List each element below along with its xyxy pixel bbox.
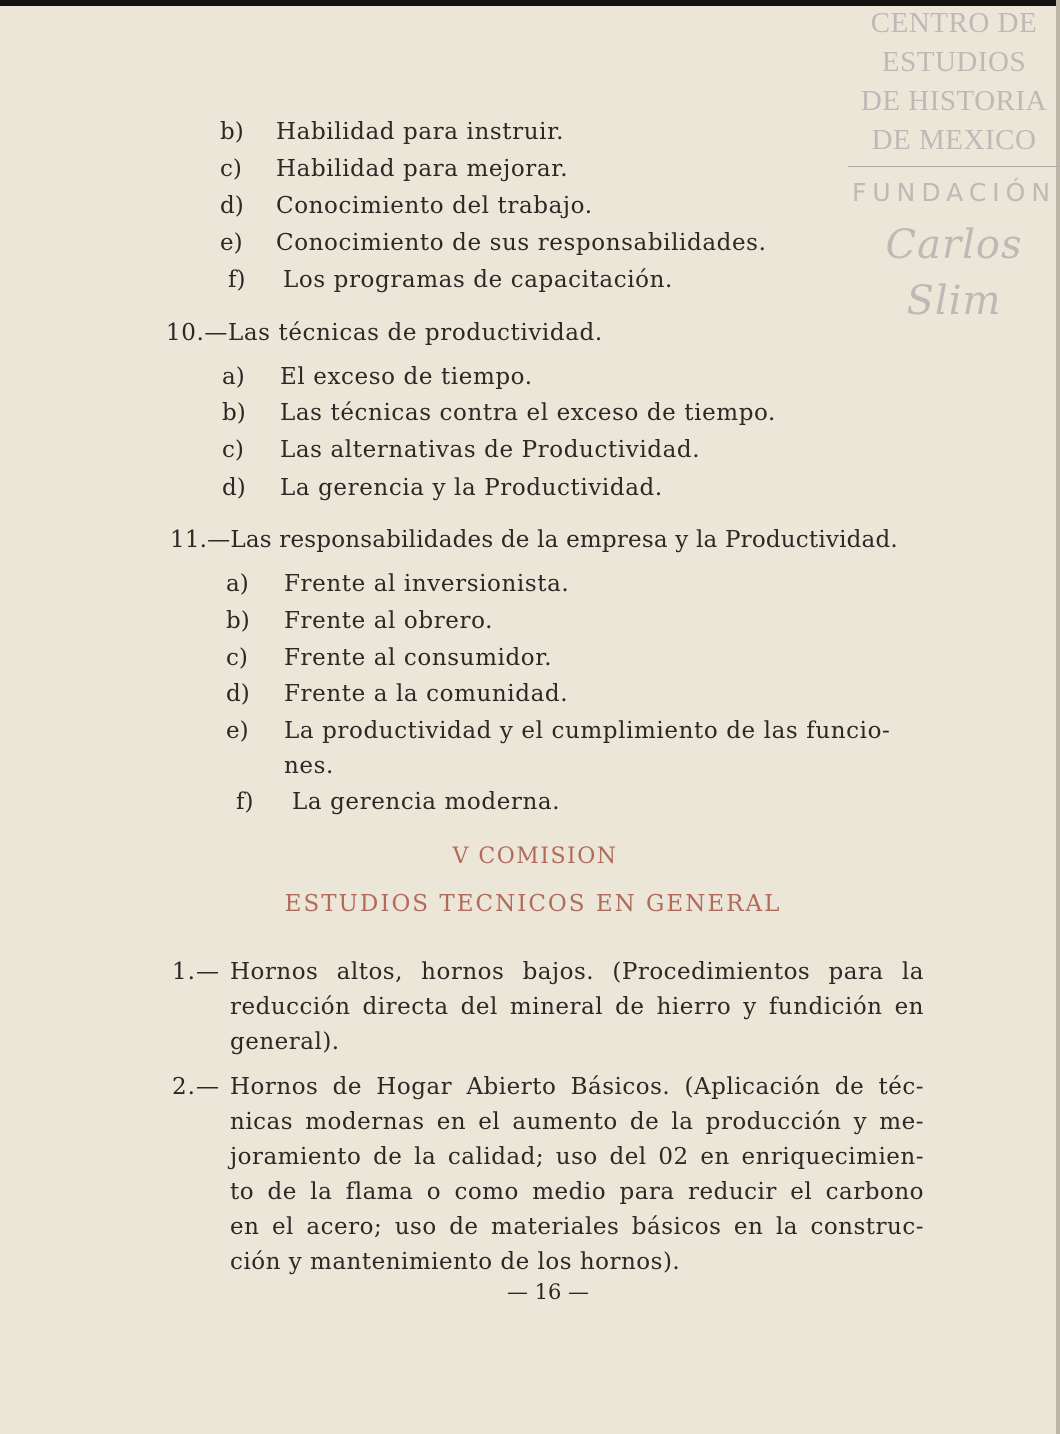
list-item: Las alternativas de Productividad. bbox=[280, 437, 701, 463]
watermark-line: ESTUDIOS bbox=[881, 46, 1027, 78]
text-line: Hornos de Hogar Abierto Básicos. (Aplicación de téc- bbox=[230, 1074, 924, 1100]
list-item: Los programas de capacitación. bbox=[283, 267, 673, 293]
section-title: 10.—Las técnicas de productividad. bbox=[166, 320, 603, 346]
list-item: Frente al inversionista. bbox=[284, 571, 570, 597]
list-item-label: d) bbox=[226, 681, 250, 707]
list-item-label: b) bbox=[226, 608, 250, 634]
list-item: Las técnicas contra el exceso de tiempo. bbox=[280, 400, 776, 426]
text-line: reducción directa del mineral de hierro y fundición en bbox=[230, 994, 924, 1020]
watermark-signature: Carlos Slim bbox=[885, 222, 1023, 324]
list-item: Conocimiento del trabajo. bbox=[276, 193, 593, 219]
commission-subheading: ESTUDIOS TECNICOS EN GENERAL bbox=[284, 891, 782, 917]
text-line: joramiento de la calidad; uso del 02 en enriquecimien- bbox=[230, 1144, 924, 1170]
list-item-label: d) bbox=[222, 475, 246, 501]
topic-number: 1.— bbox=[172, 959, 220, 985]
list-item-label: f) bbox=[228, 267, 246, 293]
list-item: Conocimiento de sus responsabilidades. bbox=[276, 230, 767, 256]
list-item: Frente al consumidor. bbox=[284, 645, 553, 671]
list-item-label: e) bbox=[226, 718, 249, 744]
institution-watermark bbox=[848, 4, 1060, 329]
list-item-label: e) bbox=[220, 230, 243, 256]
page-number: — 16 — bbox=[506, 1280, 590, 1304]
list-item-label: b) bbox=[222, 400, 246, 426]
topic-text bbox=[230, 1070, 924, 1280]
topic-text bbox=[230, 955, 924, 1060]
text-line: general). bbox=[230, 1029, 340, 1055]
text-line: Hornos altos, hornos bajos. (Procedimientos para la bbox=[230, 959, 924, 985]
watermark-line: DE HISTORIA bbox=[860, 85, 1048, 117]
list-item: La gerencia y la Productividad. bbox=[280, 475, 663, 501]
list-item-label: c) bbox=[222, 437, 244, 463]
section-title: 11.—Las responsabilidades de la empresa y la Productividad. bbox=[170, 527, 898, 553]
list-item: Frente al obrero. bbox=[284, 608, 494, 634]
list-item-continuation: nes. bbox=[284, 753, 334, 779]
list-item-label: a) bbox=[222, 364, 245, 390]
list-item: Habilidad para mejorar. bbox=[276, 156, 569, 182]
list-item: La gerencia moderna. bbox=[292, 789, 561, 815]
watermark-line: DE MEXICO bbox=[871, 124, 1037, 156]
watermark-divider bbox=[848, 166, 1060, 167]
text-line: nicas modernas en el aumento de la producción y me- bbox=[230, 1109, 924, 1135]
commission-heading: V COMISION bbox=[452, 844, 618, 869]
text-line: to de la flama o como medio para reducir el carbono bbox=[230, 1179, 924, 1205]
list-item-label: d) bbox=[220, 193, 244, 219]
list-item: La productividad y el cumplimiento de las funcio- bbox=[284, 718, 891, 744]
text-line: ción y mantenimiento de los hornos). bbox=[230, 1249, 681, 1275]
topic-number: 2.— bbox=[172, 1074, 220, 1100]
list-item: El exceso de tiempo. bbox=[280, 364, 533, 390]
list-item-label: c) bbox=[226, 645, 248, 671]
list-item-label: a) bbox=[226, 571, 249, 597]
watermark-foundation: FUNDACIÓN bbox=[851, 178, 1057, 207]
list-item-label: f) bbox=[236, 789, 254, 815]
watermark-line: CENTRO DE bbox=[870, 7, 1038, 39]
list-item-label: b) bbox=[220, 119, 244, 145]
list-item-label: c) bbox=[220, 156, 242, 182]
list-item: Frente a la comunidad. bbox=[284, 681, 569, 707]
text-line: en el acero; uso de materiales básicos en la construc- bbox=[230, 1214, 924, 1240]
list-item: Habilidad para instruir. bbox=[276, 119, 565, 145]
